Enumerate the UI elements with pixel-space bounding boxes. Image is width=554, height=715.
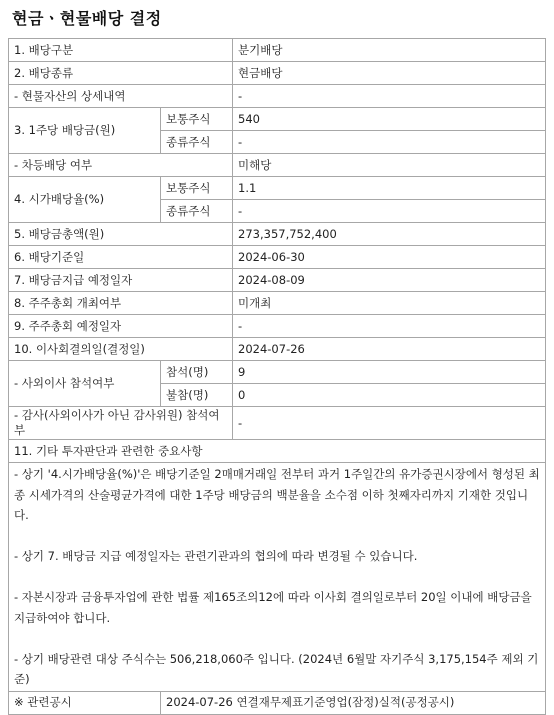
agm-date-value: - bbox=[233, 315, 546, 338]
differential-dividend-label: - 차등배당 여부 bbox=[9, 154, 233, 177]
row-auditor-attendance bbox=[9, 407, 546, 440]
row-agm-held bbox=[9, 292, 546, 315]
row-agm-date bbox=[9, 315, 546, 338]
related-disclosure-label: ※ 관련공시 bbox=[9, 691, 161, 714]
dividend-type-value: 분기배당 bbox=[233, 39, 546, 62]
yield-common-label: 보통주식 bbox=[161, 177, 233, 200]
auditor-attendance-label: - 감사(사외이사가 아닌 감사위원) 참석여부 bbox=[9, 407, 233, 440]
auditor-attendance-value: - bbox=[233, 407, 546, 440]
total-dividend-label: 5. 배당금총액(원) bbox=[9, 223, 233, 246]
note-legal-payment-deadline: - 자본시장과 금융투자업에 관한 법률 제165조의12에 따라 이사회 결의일로부터 20일 이내에 배당금을 지급하여야 합니다. bbox=[14, 590, 532, 625]
note-payment-date-change: - 상기 7. 배당금 지급 예정일자는 관련기관과의 협의에 따라 변경될 수 있습니다. bbox=[14, 549, 418, 563]
agm-held-label: 8. 주주총회 개최여부 bbox=[9, 292, 233, 315]
dps-common-label: 보통주식 bbox=[161, 108, 233, 131]
dps-label: 3. 1주당 배당금(원) bbox=[9, 108, 161, 154]
note-share-count: - 상기 배당관련 대상 주식수는 506,218,060주 입니다. (2024년 6월말 자기주식 3,175,154주 제외 기준) bbox=[14, 651, 539, 686]
row-in-kind-details bbox=[9, 85, 546, 108]
dps-common-value: 540 bbox=[233, 108, 546, 131]
row-total-dividend bbox=[9, 223, 546, 246]
row-payment-date bbox=[9, 269, 546, 292]
row-record-date bbox=[9, 246, 546, 269]
row-other-matters-header bbox=[9, 440, 546, 463]
row-other-matters-notes bbox=[9, 463, 546, 692]
record-date-label: 6. 배당기준일 bbox=[9, 246, 233, 269]
row-dividend-type bbox=[9, 39, 546, 62]
directors-absent-value: 0 bbox=[233, 384, 546, 407]
yield-common-value: 1.1 bbox=[233, 177, 546, 200]
row-related-disclosure bbox=[9, 691, 546, 714]
payment-date-value: 2024-08-09 bbox=[233, 269, 546, 292]
dividend-kind-label: 2. 배당종류 bbox=[9, 62, 233, 85]
dividend-disclosure-table bbox=[8, 38, 546, 715]
board-resolution-date-label: 10. 이사회결의일(결정일) bbox=[9, 338, 233, 361]
dps-preferred-value: - bbox=[233, 131, 546, 154]
payment-date-label: 7. 배당금지급 예정일자 bbox=[9, 269, 233, 292]
agm-held-value: 미개최 bbox=[233, 292, 546, 315]
related-disclosure-link[interactable]: 2024-07-26 연결재무제표기준영업(잠정)실적(공정공시) bbox=[161, 691, 546, 714]
in-kind-details-value: - bbox=[233, 85, 546, 108]
directors-present-value: 9 bbox=[233, 361, 546, 384]
row-dps-common bbox=[9, 108, 546, 131]
yield-preferred-value: - bbox=[233, 200, 546, 223]
row-dividend-kind bbox=[9, 62, 546, 85]
differential-dividend-value: 미해당 bbox=[233, 154, 546, 177]
row-differential-dividend bbox=[9, 154, 546, 177]
row-board-resolution-date bbox=[9, 338, 546, 361]
agm-date-label: 9. 주주총회 예정일자 bbox=[9, 315, 233, 338]
dps-preferred-label: 종류주식 bbox=[161, 131, 233, 154]
board-resolution-date-value: 2024-07-26 bbox=[233, 338, 546, 361]
directors-present-label: 참석(명) bbox=[161, 361, 233, 384]
record-date-value: 2024-06-30 bbox=[233, 246, 546, 269]
row-outside-directors-present bbox=[9, 361, 546, 384]
note-yield-explanation: - 상기 '4.시가배당율(%)'은 배당기준일 2매매거래일 전부터 과거 1주일간의 유가증권시장에서 형성된 최종 시세가격의 산술평균가격에 대한 1주당 배당금의 백분율을 소수점 이하 첫째자리까지 기재한 것입니다. bbox=[14, 467, 540, 522]
total-dividend-value: 273,357,752,400 bbox=[233, 223, 546, 246]
outside-directors-label: - 사외이사 참석여부 bbox=[9, 361, 161, 407]
other-matters-label: 11. 기타 투자판단과 관련한 중요사항 bbox=[9, 440, 546, 463]
in-kind-details-label: - 현물자산의 상세내역 bbox=[9, 85, 233, 108]
dividend-kind-value: 현금배당 bbox=[233, 62, 546, 85]
dividend-type-label: 1. 배당구분 bbox=[9, 39, 233, 62]
directors-absent-label: 불참(명) bbox=[161, 384, 233, 407]
yield-label: 4. 시가배당율(%) bbox=[9, 177, 161, 223]
row-yield-common bbox=[9, 177, 546, 200]
yield-preferred-label: 종류주식 bbox=[161, 200, 233, 223]
page-title: 현금ㆍ현물배당 결정 bbox=[12, 9, 162, 28]
other-matters-notes bbox=[9, 463, 546, 692]
